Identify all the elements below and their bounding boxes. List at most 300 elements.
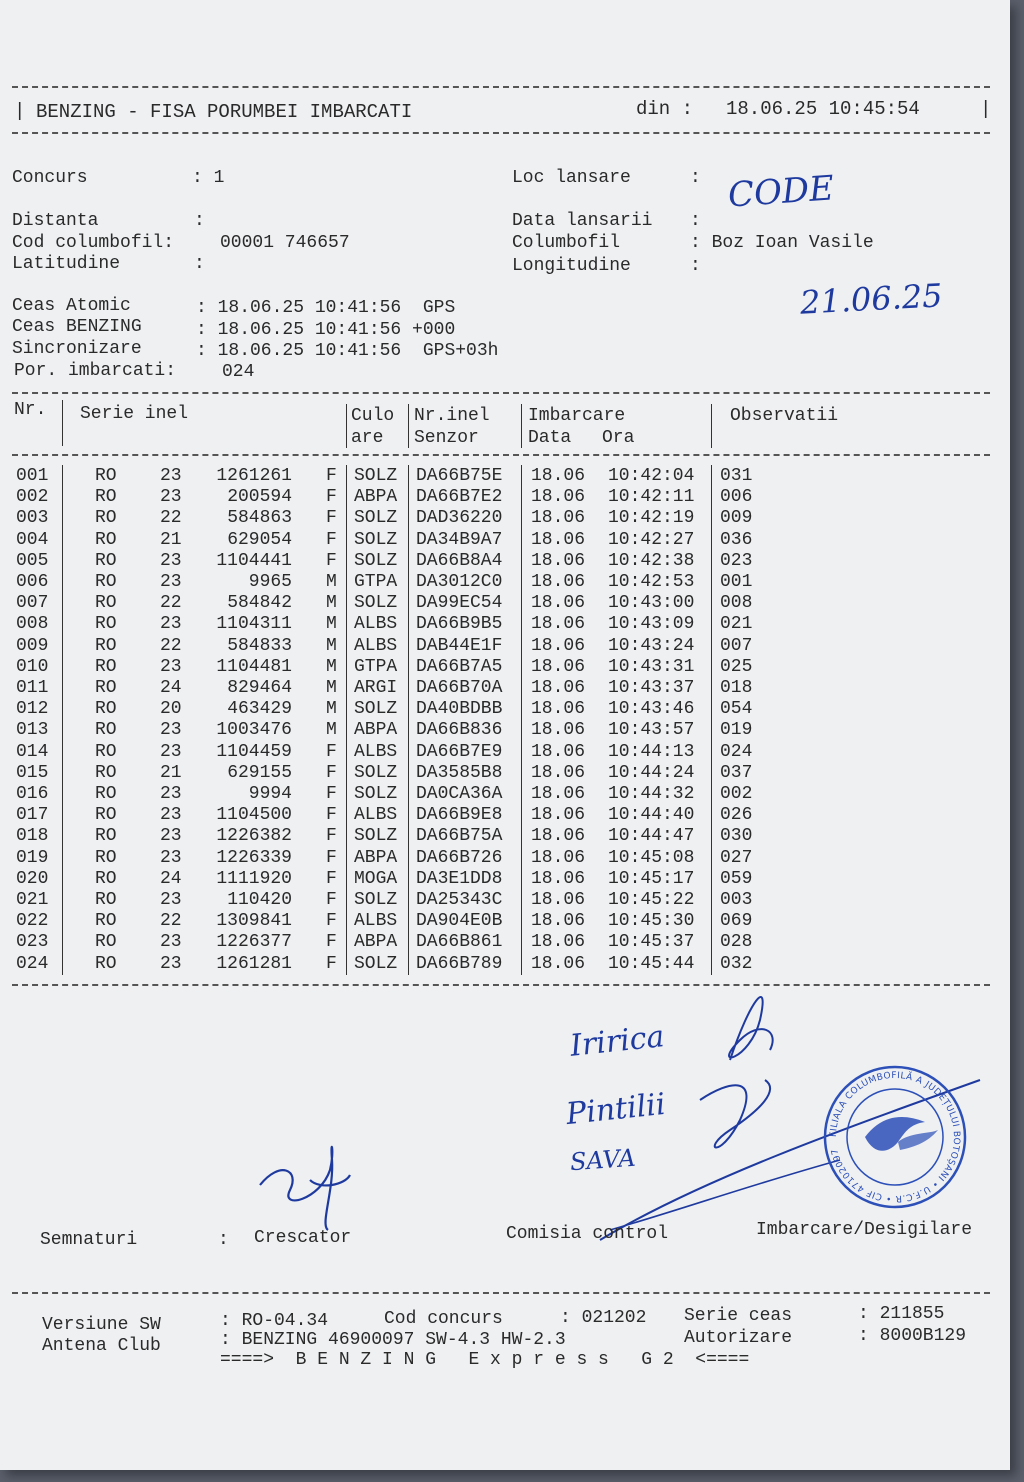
table-row [0, 466, 1000, 487]
row-year: 21 [160, 762, 182, 783]
row-sensor: DA66B836 [416, 720, 503, 741]
row-observation: 023 [720, 550, 753, 571]
row-sensor: DA3E1DD8 [416, 868, 503, 889]
col-header-culoare: Culo [351, 406, 395, 426]
column-separator [62, 889, 63, 911]
column-separator [711, 698, 712, 720]
data-lansarii-sep: : [690, 211, 701, 231]
column-separator [408, 656, 409, 678]
imbarcati-value: 024 [222, 362, 255, 382]
row-country: RO [95, 487, 117, 508]
row-nr: 005 [16, 550, 49, 571]
row-ring: 1226382 [216, 826, 292, 847]
divider [12, 1292, 990, 1294]
row-year: 20 [160, 699, 182, 720]
column-separator [62, 656, 63, 678]
cod-value: 00001 746657 [220, 233, 350, 253]
row-sex: M [326, 720, 337, 741]
divider [12, 86, 990, 88]
row-time: 10:43:24 [608, 635, 695, 656]
col-header-senzor: Senzor [414, 428, 479, 448]
row-date: 18.06 [531, 890, 586, 910]
column-separator [62, 953, 63, 975]
column-separator [346, 592, 347, 614]
row-sex: F [326, 529, 337, 550]
row-observation: 054 [720, 699, 753, 720]
row-sex: M [326, 614, 337, 635]
row-time: 10:43:57 [608, 720, 695, 741]
row-country: RO [95, 953, 117, 974]
row-country: RO [95, 720, 117, 741]
row-sensor: DA66B70A [416, 678, 503, 698]
row-sex: F [326, 784, 337, 804]
row-date: 18.06 [531, 847, 586, 868]
column-separator [711, 613, 712, 635]
row-sensor: DA66B75A [416, 826, 503, 847]
column-separator [408, 698, 409, 720]
column-separator [711, 931, 712, 953]
row-ring: 629155 [227, 762, 292, 783]
row-sensor: DA66B9B5 [416, 614, 503, 635]
atomic-value: : 18.06.25 10:41:56 GPS [196, 298, 456, 318]
row-country: RO [95, 656, 117, 677]
column-separator [346, 889, 347, 911]
divider [12, 132, 990, 134]
column-separator [408, 592, 409, 614]
row-observation: 008 [720, 593, 753, 614]
row-time: 10:45:44 [608, 953, 695, 974]
column-separator [408, 931, 409, 953]
row-sex: F [326, 466, 337, 486]
table-row [0, 593, 1000, 614]
row-ring: 463429 [227, 699, 292, 720]
row-date: 18.06 [531, 466, 586, 486]
row-time: 10:42:27 [608, 529, 695, 550]
row-nr: 023 [16, 932, 49, 953]
column-separator [408, 677, 409, 699]
table-row [0, 636, 1000, 657]
column-separator [521, 677, 522, 699]
column-separator [521, 465, 522, 487]
table-row [0, 784, 1000, 805]
divider [12, 392, 990, 394]
table-row [0, 805, 1000, 826]
column-separator [346, 931, 347, 953]
table-row [0, 932, 1000, 953]
semnaturi-label: Semnaturi [40, 1230, 138, 1250]
table-row [0, 678, 1000, 699]
column-separator [62, 719, 63, 741]
row-year: 23 [160, 614, 182, 635]
row-time: 10:44:47 [608, 826, 695, 847]
row-nr: 021 [16, 890, 49, 910]
row-ring: 1226339 [216, 847, 292, 868]
column-separator [521, 571, 522, 593]
row-time: 10:42:38 [608, 550, 695, 571]
table-row [0, 911, 1000, 932]
row-observation: 021 [720, 614, 753, 635]
row-sensor: DA66B7E9 [416, 741, 503, 762]
column-separator [346, 741, 347, 763]
row-date: 18.06 [531, 911, 586, 932]
row-color: SOLZ [354, 466, 398, 486]
row-sex: F [326, 805, 337, 826]
column-separator [521, 910, 522, 932]
row-time: 10:43:00 [608, 593, 695, 614]
row-country: RO [95, 741, 117, 762]
row-year: 23 [160, 847, 182, 868]
row-date: 18.06 [531, 932, 586, 953]
column-separator [408, 613, 409, 635]
row-observation: 007 [720, 635, 753, 656]
row-country: RO [95, 762, 117, 783]
col-header-nrinel: Nr.inel [414, 406, 490, 426]
atomic-label: Ceas Atomic [12, 296, 131, 316]
page-title: BENZING - FISA PORUMBEI IMBARCATI [36, 101, 413, 123]
row-date: 18.06 [531, 508, 586, 529]
row-ring: 1104500 [216, 805, 292, 826]
row-sensor: DA66B9E8 [416, 805, 503, 826]
concurs-label: Concurs [12, 168, 88, 188]
row-nr: 019 [16, 847, 49, 868]
row-color: SOLZ [354, 953, 398, 974]
row-date: 18.06 [531, 550, 586, 571]
row-sensor: DAD36220 [416, 508, 503, 529]
column-separator [521, 762, 522, 784]
row-nr: 004 [16, 529, 49, 550]
serie-ceas-label: Serie ceas [684, 1306, 793, 1326]
column-separator [408, 507, 409, 529]
column-separator [408, 953, 409, 975]
row-sex: M [326, 656, 337, 677]
dove-icon [865, 1117, 925, 1151]
row-country: RO [95, 614, 117, 635]
row-color: MOGA [354, 868, 398, 889]
row-country: RO [95, 593, 117, 614]
row-time: 10:43:31 [608, 656, 695, 677]
column-separator [408, 868, 409, 890]
row-observation: 028 [720, 932, 753, 953]
column-separator [521, 931, 522, 953]
table-row [0, 826, 1000, 847]
row-sex: M [326, 678, 337, 698]
handwritten-name-2: Pintilii [564, 1086, 668, 1133]
row-color: ABPA [354, 932, 398, 953]
row-year: 23 [160, 550, 182, 571]
antena-value: : BENZING 46900097 SW-4.3 HW-2.3 [220, 1330, 566, 1350]
row-sensor: DA66B861 [416, 932, 503, 953]
row-time: 10:42:53 [608, 572, 695, 592]
autorizare-value: : 8000B129 [858, 1326, 967, 1346]
column-separator [62, 677, 63, 699]
row-date: 18.06 [531, 487, 586, 508]
row-year: 21 [160, 529, 182, 550]
row-ring: 1261281 [216, 953, 292, 974]
column-separator [711, 656, 712, 678]
column-separator [711, 741, 712, 763]
row-ring: 200594 [227, 487, 292, 508]
row-year: 22 [160, 593, 182, 614]
row-observation: 025 [720, 656, 753, 677]
column-separator [346, 698, 347, 720]
row-color: ARGI [354, 678, 398, 698]
column-separator [346, 677, 347, 699]
column-separator [711, 592, 712, 614]
row-ring: 584863 [227, 508, 292, 529]
row-color: ALBS [354, 741, 398, 762]
column-separator [346, 719, 347, 741]
crescator-signature [250, 1130, 360, 1240]
row-time: 10:42:19 [608, 508, 695, 529]
serie-ceas-value: : 211855 [858, 1304, 945, 1324]
row-nr: 015 [16, 762, 49, 783]
row-observation: 009 [720, 508, 753, 529]
column-separator [408, 910, 409, 932]
column-separator [346, 868, 347, 890]
row-color: SOLZ [354, 529, 398, 550]
row-sex: M [326, 635, 337, 656]
date-label: din : [636, 98, 694, 120]
row-sex: M [326, 572, 337, 592]
row-nr: 022 [16, 911, 49, 932]
table-row [0, 869, 1000, 890]
table-row [0, 890, 1000, 911]
row-year: 23 [160, 656, 182, 677]
imbarcati-label: Por. imbarcati: [14, 361, 177, 381]
row-country: RO [95, 847, 117, 868]
handwritten-name-3: SAVA [569, 1143, 637, 1177]
row-country: RO [95, 572, 117, 592]
row-country: RO [95, 826, 117, 847]
column-separator [711, 804, 712, 826]
stamp-text: FILIALA COLUMBOFILĂ A JUDEȚULUI BOTOȘANI • U.F.C.R • CIF 47102097 [828, 1070, 962, 1204]
loc-lansare-sep: : [690, 168, 701, 188]
column-separator [346, 571, 347, 593]
row-color: SOLZ [354, 593, 398, 614]
distanta-sep: : [194, 211, 205, 231]
row-observation: 019 [720, 720, 753, 741]
column-separator [346, 635, 347, 657]
row-ring: 110420 [227, 890, 292, 910]
column-separator [62, 847, 63, 869]
column-separator [408, 719, 409, 741]
row-country: RO [95, 911, 117, 932]
row-observation: 031 [720, 466, 753, 486]
handwritten-loc: CODE [726, 168, 836, 216]
row-nr: 017 [16, 805, 49, 826]
column-separator [408, 825, 409, 847]
table-row [0, 551, 1000, 572]
row-country: RO [95, 784, 117, 804]
column-separator [711, 677, 712, 699]
table-row [0, 508, 1000, 529]
concurs-value: : 1 [192, 168, 225, 188]
row-country: RO [95, 550, 117, 571]
column-separator [408, 889, 409, 911]
row-year: 22 [160, 635, 182, 656]
row-observation: 001 [720, 572, 753, 592]
table-row [0, 763, 1000, 784]
column-separator [62, 507, 63, 529]
row-nr: 009 [16, 635, 49, 656]
date-value: 18.06.25 10:45:54 [726, 98, 920, 120]
row-ring: 629054 [227, 529, 292, 550]
row-observation: 036 [720, 529, 753, 550]
row-sex: M [326, 593, 337, 614]
row-sensor: DA904E0B [416, 911, 503, 932]
col-header-culoare-2: are [351, 428, 384, 448]
table-row [0, 487, 1000, 508]
row-date: 18.06 [531, 868, 586, 889]
row-country: RO [95, 508, 117, 529]
columbofil-value: : Boz Ioan Vasile [690, 233, 874, 253]
row-observation: 032 [720, 953, 753, 974]
row-sensor: DAB44E1F [416, 635, 503, 656]
association-stamp [820, 1062, 970, 1212]
column-separator [62, 613, 63, 635]
row-sex: F [326, 868, 337, 889]
column-separator [521, 550, 522, 572]
row-sensor: DA40BDBB [416, 699, 503, 720]
row-observation: 006 [720, 487, 753, 508]
column-separator [711, 825, 712, 847]
row-color: GTPA [354, 656, 398, 677]
handwritten-name-1: Iririca [568, 1019, 666, 1064]
row-time: 10:43:09 [608, 614, 695, 635]
column-separator [408, 804, 409, 826]
column-separator [711, 719, 712, 741]
row-ring: 1104459 [216, 741, 292, 762]
row-color: ALBS [354, 805, 398, 826]
row-observation: 030 [720, 826, 753, 847]
column-separator [62, 529, 63, 551]
sync-label: Sincronizare [12, 339, 142, 359]
row-year: 23 [160, 953, 182, 974]
antena-label: Antena Club [42, 1336, 161, 1356]
col-header-ora: Ora [602, 428, 635, 448]
row-nr: 014 [16, 741, 49, 762]
row-ring: 1309841 [216, 911, 292, 932]
row-color: GTPA [354, 572, 398, 592]
column-separator [346, 804, 347, 826]
row-nr: 018 [16, 826, 49, 847]
row-sensor: DA3585B8 [416, 762, 503, 783]
row-year: 23 [160, 572, 182, 592]
row-time: 10:45:17 [608, 868, 695, 889]
row-year: 24 [160, 868, 182, 889]
row-ring: 1104441 [216, 550, 292, 571]
column-separator [62, 825, 63, 847]
row-sensor: DA66B7A5 [416, 656, 503, 677]
column-separator [62, 592, 63, 614]
column-separator [521, 507, 522, 529]
column-separator [521, 847, 522, 869]
column-separator [711, 762, 712, 784]
row-sex: F [326, 932, 337, 953]
column-separator [408, 486, 409, 508]
row-year: 23 [160, 720, 182, 741]
row-time: 10:45:22 [608, 890, 695, 910]
column-separator [711, 635, 712, 657]
row-year: 23 [160, 487, 182, 508]
row-nr: 024 [16, 953, 49, 974]
row-time: 10:43:46 [608, 699, 695, 720]
columbofil-label: Columbofil [512, 233, 621, 253]
row-time: 10:44:24 [608, 762, 695, 783]
column-separator [711, 529, 712, 551]
column-separator [521, 529, 522, 551]
row-date: 18.06 [531, 593, 586, 614]
row-color: SOLZ [354, 890, 398, 910]
crescator-label: Crescator [254, 1228, 352, 1248]
row-sensor: DA99EC54 [416, 593, 503, 614]
column-separator [408, 762, 409, 784]
row-ring: 9994 [248, 784, 292, 804]
table-row [0, 742, 1000, 763]
col-header-data: Data [528, 428, 572, 448]
row-observation: 069 [720, 911, 753, 932]
row-year: 23 [160, 805, 182, 826]
column-separator [521, 719, 522, 741]
row-sex: F [326, 890, 337, 910]
column-separator [711, 847, 712, 869]
row-date: 18.06 [531, 678, 586, 698]
row-year: 23 [160, 890, 182, 910]
row-country: RO [95, 890, 117, 910]
row-time: 10:44:13 [608, 741, 695, 762]
column-separator [521, 741, 522, 763]
row-color: ABPA [354, 487, 398, 508]
column-separator [62, 804, 63, 826]
row-color: SOLZ [354, 826, 398, 847]
row-time: 10:45:37 [608, 932, 695, 953]
row-ring: 584842 [227, 593, 292, 614]
row-sensor: DA3012C0 [416, 572, 503, 592]
row-date: 18.06 [531, 635, 586, 656]
header-divider [62, 400, 63, 446]
column-separator [521, 486, 522, 508]
row-ring: 1104481 [216, 656, 292, 677]
column-separator [346, 529, 347, 551]
row-observation: 037 [720, 762, 753, 783]
row-observation: 024 [720, 741, 753, 762]
column-separator [346, 762, 347, 784]
row-country: RO [95, 635, 117, 656]
row-time: 10:43:37 [608, 678, 695, 698]
row-time: 10:42:04 [608, 466, 695, 486]
row-sensor: DA66B7E2 [416, 487, 503, 508]
column-separator [346, 825, 347, 847]
row-date: 18.06 [531, 699, 586, 720]
table-row [0, 699, 1000, 720]
autorizare-label: Autorizare [684, 1328, 793, 1348]
row-year: 22 [160, 508, 182, 529]
row-color: ABPA [354, 847, 398, 868]
row-sensor: DA66B789 [416, 953, 503, 974]
cod-concurs-value: : 021202 [560, 1308, 647, 1328]
row-year: 23 [160, 784, 182, 804]
column-separator [346, 783, 347, 805]
loc-lansare-label: Loc lansare [512, 168, 631, 188]
row-sensor: DA66B726 [416, 847, 503, 868]
divider [12, 454, 990, 456]
row-country: RO [95, 932, 117, 953]
row-nr: 010 [16, 656, 49, 677]
column-separator [711, 868, 712, 890]
row-sex: F [326, 911, 337, 932]
column-separator [711, 465, 712, 487]
column-separator [62, 486, 63, 508]
